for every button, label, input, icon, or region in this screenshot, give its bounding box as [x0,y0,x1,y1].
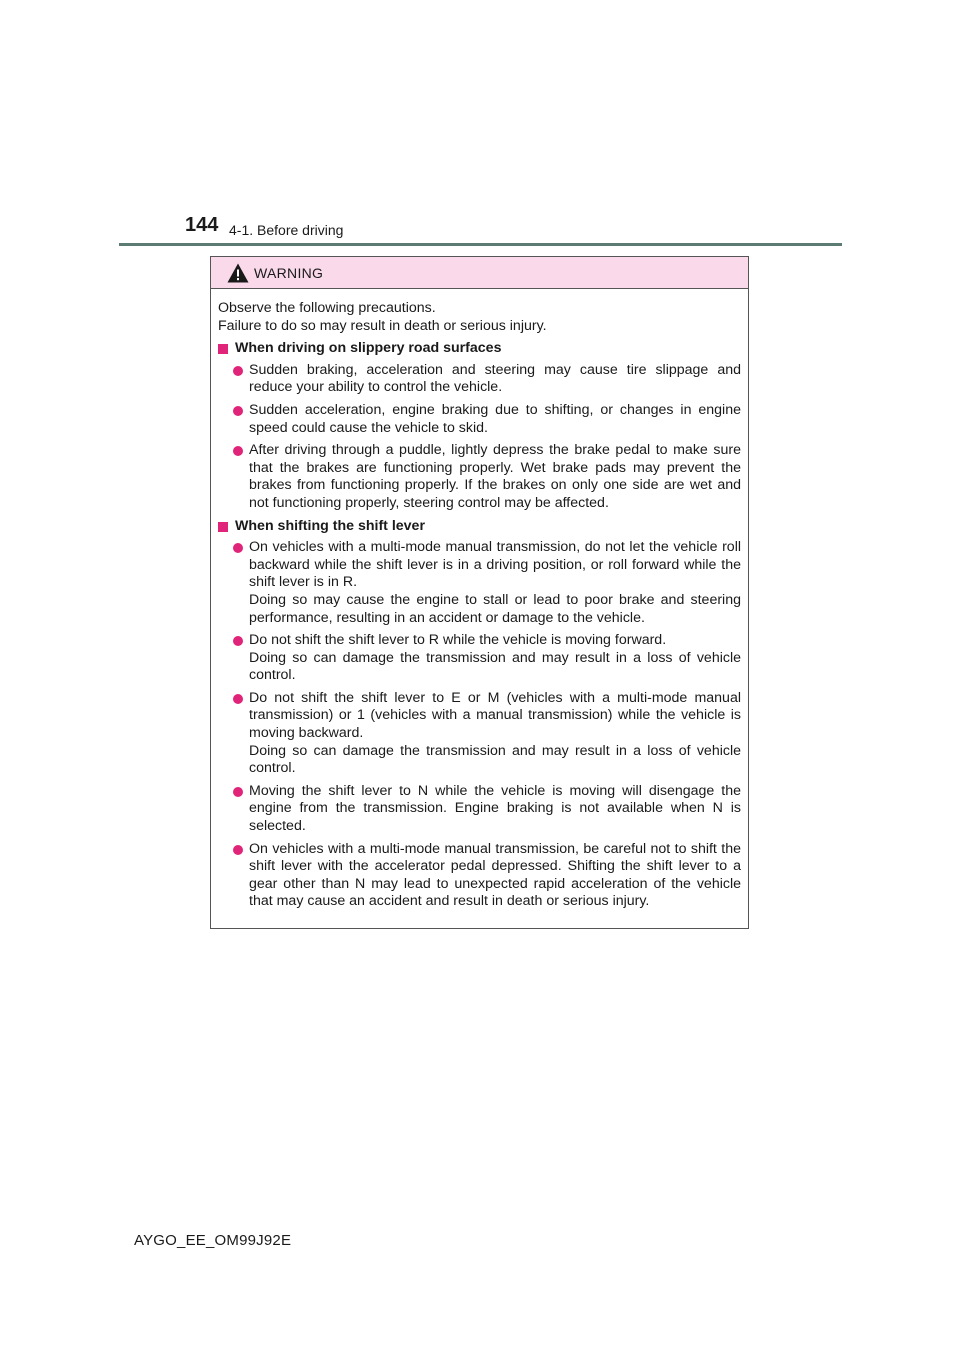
list-item [218,841,741,911]
list-item [218,690,741,778]
warning-intro [218,300,741,335]
warning-header [211,257,748,289]
list-item [218,362,741,397]
circle-bullet-icon [233,543,243,553]
intro-line: Failure to do so may result in death or serious injury. [218,317,547,334]
page-number: 144 [185,214,219,236]
list-item [218,783,741,836]
section-title: 4-1. Before driving [229,222,344,238]
section-heading-text: When shifting the shift lever [235,517,425,534]
list-item-text: Sudden acceleration, engine braking due to shifting, or changes in engine speed could cause the vehicle to skid. [249,401,741,436]
list-item-text: On vehicles with a multi-mode manual transmission, be careful not to shift the shift lever with the accelerator pedal depressed. Shifting the shift lever to a gear other than N may lead to unexpected rapid acceleration of the vehicle that may cause an accident and result in death or serious injury. [249,840,741,910]
page-header [185,214,845,244]
circle-bullet-icon [233,636,243,646]
list-item-text: Doing so can damage the transmission and may result in a loss of vehicle control. [249,742,741,777]
list-item [218,402,741,437]
manual-code: AYGO_EE_OM99J92E [134,1232,292,1249]
intro-line: Observe the following precautions. [218,300,436,316]
circle-bullet-icon [233,406,243,416]
warning-label: WARNING [254,265,324,281]
list-item-text: Do not shift the shift lever to E or M (vehicles with a multi-mode manual transmission) or 1 (vehicles with a manual transmission) while the vehicle is moving backward. [249,689,741,742]
list-item [218,442,741,512]
warning-box [210,256,749,929]
section-heading [218,340,741,358]
circle-bullet-icon [233,694,243,704]
circle-bullet-icon [233,446,243,456]
list-item-text: Doing so may cause the engine to stall or lead to poor brake and steering performance, resulting in an accident or damage to the vehicle. [249,591,741,626]
circle-bullet-icon [233,787,243,797]
circle-bullet-icon [233,845,243,855]
list-item-text: Doing so can damage the transmission and may result in a loss of vehicle control. [249,649,741,684]
warning-body [211,289,748,911]
list-item-text: Sudden braking, acceleration and steering may cause tire slippage and reduce your ability to control the vehicle. [249,361,741,396]
warning-triangle-icon [227,263,249,283]
list-item [218,632,741,685]
list-item-text: Do not shift the shift lever to R while the vehicle is moving forward. [249,632,667,649]
header-divider [119,243,842,246]
circle-bullet-icon [233,366,243,376]
square-bullet-icon [218,522,228,532]
section-heading [218,518,741,536]
section-heading-text: When driving on slippery road surfaces [235,340,502,357]
list-item-text: On vehicles with a multi-mode manual transmission, do not let the vehicle roll backward while the shift lever is in a driving position, or roll forward while the shift lever is in R. [249,539,741,591]
list-item-text: Moving the shift lever to N while the vehicle is moving will disengage the engine from the transmission. Engine braking is not available when N is selected. [249,782,741,835]
list-item [218,539,741,627]
list-item-text: After driving through a puddle, lightly depress the brake pedal to make sure that the brakes are functioning properly. Wet brake pads may prevent the brakes from functioning properly. If the brakes on only one side are wet and not functioning properly, steering control may be affected. [249,442,741,511]
square-bullet-icon [218,344,228,354]
